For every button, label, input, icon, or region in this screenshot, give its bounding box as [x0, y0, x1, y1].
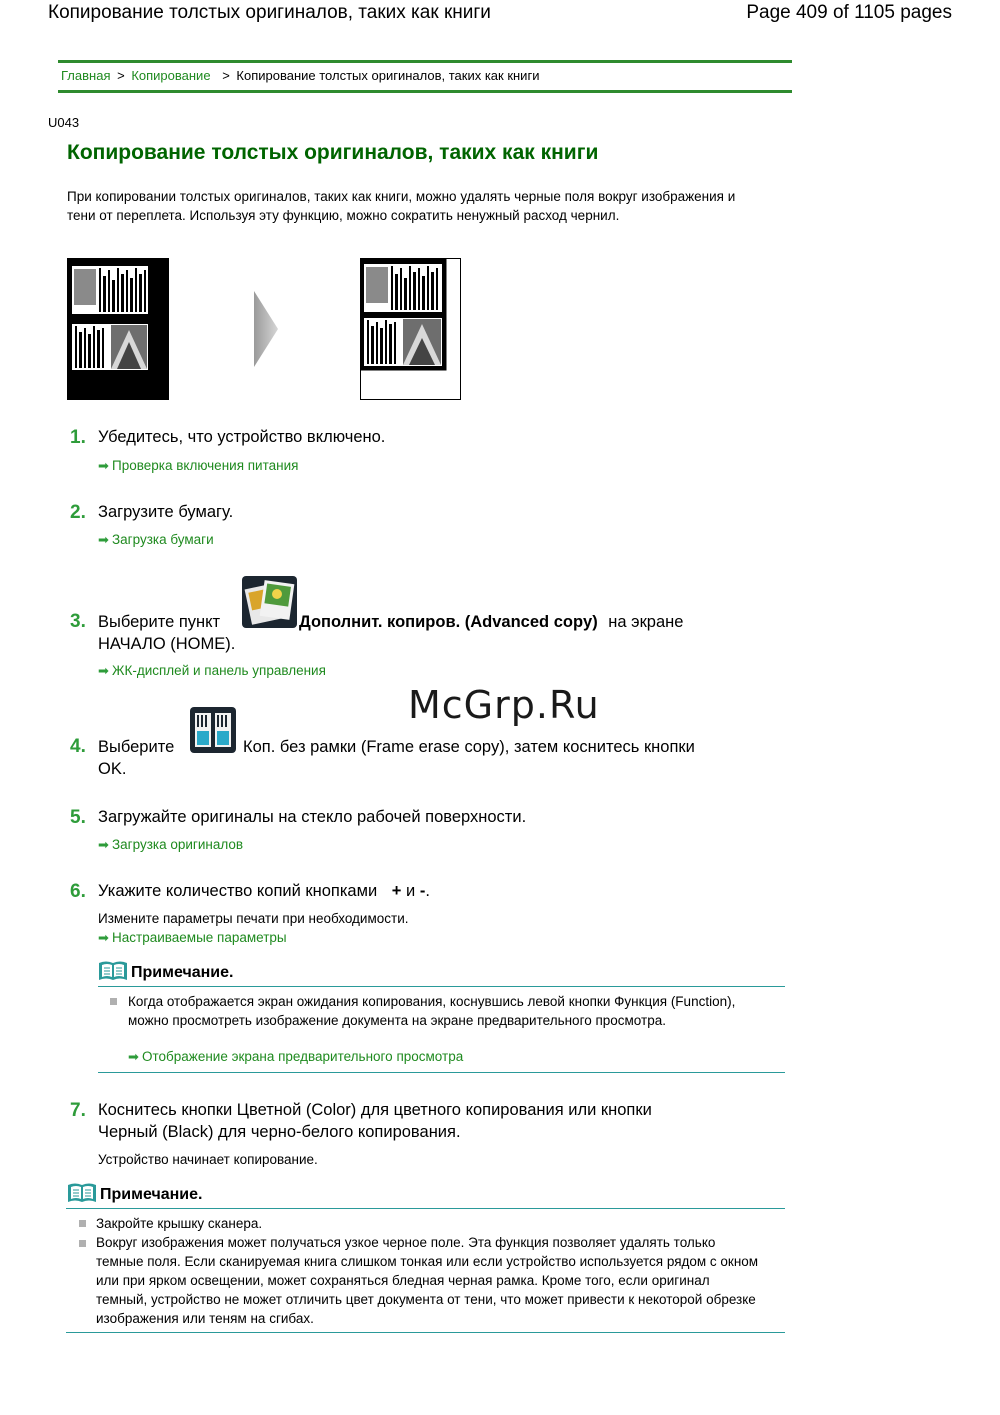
note-1-text: Когда отображается экран ожидания копирования, коснувшись левой кнопки Функция (Function), можно просмотреть изображение документа на экране предварительного просмотра.: [128, 994, 736, 1028]
bullet-marker: [110, 993, 125, 1011]
breadcrumb-separator: >: [117, 68, 125, 83]
load-paper-link[interactable]: [98, 532, 214, 548]
note-2-top-rule: [66, 1208, 785, 1209]
arrow-right-icon: ➡: [98, 663, 109, 678]
step-7-text-line1: Коснитесь кнопки Цветной (Color) для цветного копирования или кнопки: [98, 1101, 652, 1119]
note-2-item-1: Закройте крышку сканера.: [96, 1216, 263, 1231]
gray-arrow-icon: [254, 291, 278, 367]
step-2-text: Загрузите бумагу.: [98, 503, 234, 521]
minus-button-label: -: [419, 882, 426, 900]
doc-code: U043: [48, 115, 80, 130]
plus-button-label: +: [391, 882, 402, 900]
step-number: 3.: [70, 611, 86, 632]
step-7-subtext: Устройство начинает копирование.: [98, 1152, 318, 1167]
step-number: 7.: [70, 1100, 86, 1121]
note-book-icon: [98, 960, 128, 982]
load-paper-link-label: Загрузка бумаги: [112, 532, 214, 547]
preview-screen-link-label: Отображение экрана предварительного просмотра: [142, 1049, 464, 1064]
step-1-text: Убедитесь, что устройство включено.: [98, 428, 386, 446]
note-1-bottom-rule: [98, 1072, 785, 1073]
after-copy-illustration: [360, 258, 461, 400]
note-2-heading: Примечание.: [100, 1186, 203, 1203]
advanced-copy-icon: [242, 576, 297, 628]
step-number: 5.: [70, 807, 86, 828]
step-3-text-a: Выберите пункт: [98, 613, 221, 631]
step-3-text: [98, 611, 220, 633]
watermark-text: McGrp.Ru: [408, 683, 600, 727]
frame-erase-copy-icon: [190, 707, 236, 753]
load-originals-link[interactable]: [98, 837, 243, 853]
step-number: 2.: [70, 502, 86, 523]
step-number: 6.: [70, 881, 86, 902]
power-check-link-label: Проверка включения питания: [112, 458, 299, 473]
step-number: 1.: [70, 427, 86, 448]
intro-paragraph: При копировании толстых оригиналов, таких как книги, можно удалять черные поля вокруг изображения и тени от переплета. Используя эту функцию, можно сократить ненужный расход чернил.: [67, 189, 736, 223]
step-6-text: [98, 880, 430, 902]
note-book-icon: [67, 1182, 97, 1204]
arrow-right-icon: ➡: [98, 837, 109, 852]
preview-screen-link[interactable]: [128, 1049, 463, 1065]
before-copy-illustration: [67, 258, 169, 400]
breadcrumb-bottom-rule: [58, 90, 792, 93]
settings-link-label: Настраиваемые параметры: [112, 930, 287, 945]
black-border-book-image: [67, 258, 169, 400]
lcd-panel-link[interactable]: [98, 663, 326, 679]
page-title: Копирование толстых оригиналов, таких как книги: [67, 141, 599, 164]
step-6-subtext: Измените параметры печати при необходимости.: [98, 911, 409, 926]
advanced-copy-label: Дополнит. копиров. (Advanced copy): [299, 613, 598, 631]
bullet-marker: [79, 1235, 94, 1253]
arrow-right-icon: ➡: [98, 458, 109, 473]
step-3-text-c: НАЧАЛО (HOME).: [98, 635, 236, 653]
step-4-text-b: Коп. без рамки (Frame erase copy), затем коснитесь кнопки: [243, 738, 695, 756]
step-4-text-a: Выберите: [98, 738, 175, 756]
bullet-marker: [79, 1215, 94, 1233]
step-5-text: Загружайте оригиналы на стекло рабочей поверхности.: [98, 808, 527, 826]
step-3-text-line1: [299, 611, 683, 633]
document-header-title: Копирование толстых оригиналов, таких как книги: [48, 2, 491, 23]
breadcrumb-home-link[interactable]: Главная: [61, 68, 111, 83]
note-2-item-2: Вокруг изображения может получаться узкое черное поле. Эта функция позволяет удалять только темные поля. Если сканируемая книга слишком тонкая или если устройство используется рядом с окном или при ярком освещении, может сохраняться бледная черная рамка. Кроме того, если оригинал темный, устройство не может отличить цвет документа от тени, что может привести к некоторой обрезке изображения или теням на сгибах.: [96, 1235, 759, 1326]
note-1-top-rule: [98, 986, 785, 987]
breadcrumb-current: Копирование толстых оригиналов, таких как книги: [236, 68, 540, 83]
arrow-right-icon: ➡: [98, 930, 109, 945]
step-number: 4.: [70, 736, 86, 757]
arrow-right-icon: ➡: [98, 532, 109, 547]
step-6-dot: .: [425, 882, 430, 900]
step-4-text-c: OK.: [98, 760, 127, 778]
load-originals-link-label: Загрузка оригиналов: [112, 837, 244, 852]
breadcrumb-top-rule: [58, 60, 792, 63]
note-2-bottom-rule: [66, 1332, 785, 1333]
lcd-panel-link-label: ЖК-дисплей и панель управления: [112, 663, 326, 678]
step-3-text-b: на экране: [608, 613, 684, 631]
arrow-right-icon: ➡: [128, 1049, 139, 1064]
breadcrumb-separator: >: [222, 68, 230, 83]
breadcrumb-copy-link[interactable]: Копирование: [131, 68, 211, 83]
power-check-link[interactable]: [98, 458, 298, 474]
page-counter: Page 409 of 1105 pages: [746, 2, 952, 23]
erased-frame-book-image: [360, 258, 461, 400]
note-1-heading: Примечание.: [131, 964, 234, 981]
step-6-and: и: [406, 882, 416, 900]
step-6-text-a: Укажите количество копий кнопками: [98, 882, 378, 900]
breadcrumb: [61, 68, 539, 83]
settings-link[interactable]: [98, 930, 287, 946]
step-7-text-line2: Черный (Black) для черно-белого копирования.: [98, 1123, 461, 1141]
